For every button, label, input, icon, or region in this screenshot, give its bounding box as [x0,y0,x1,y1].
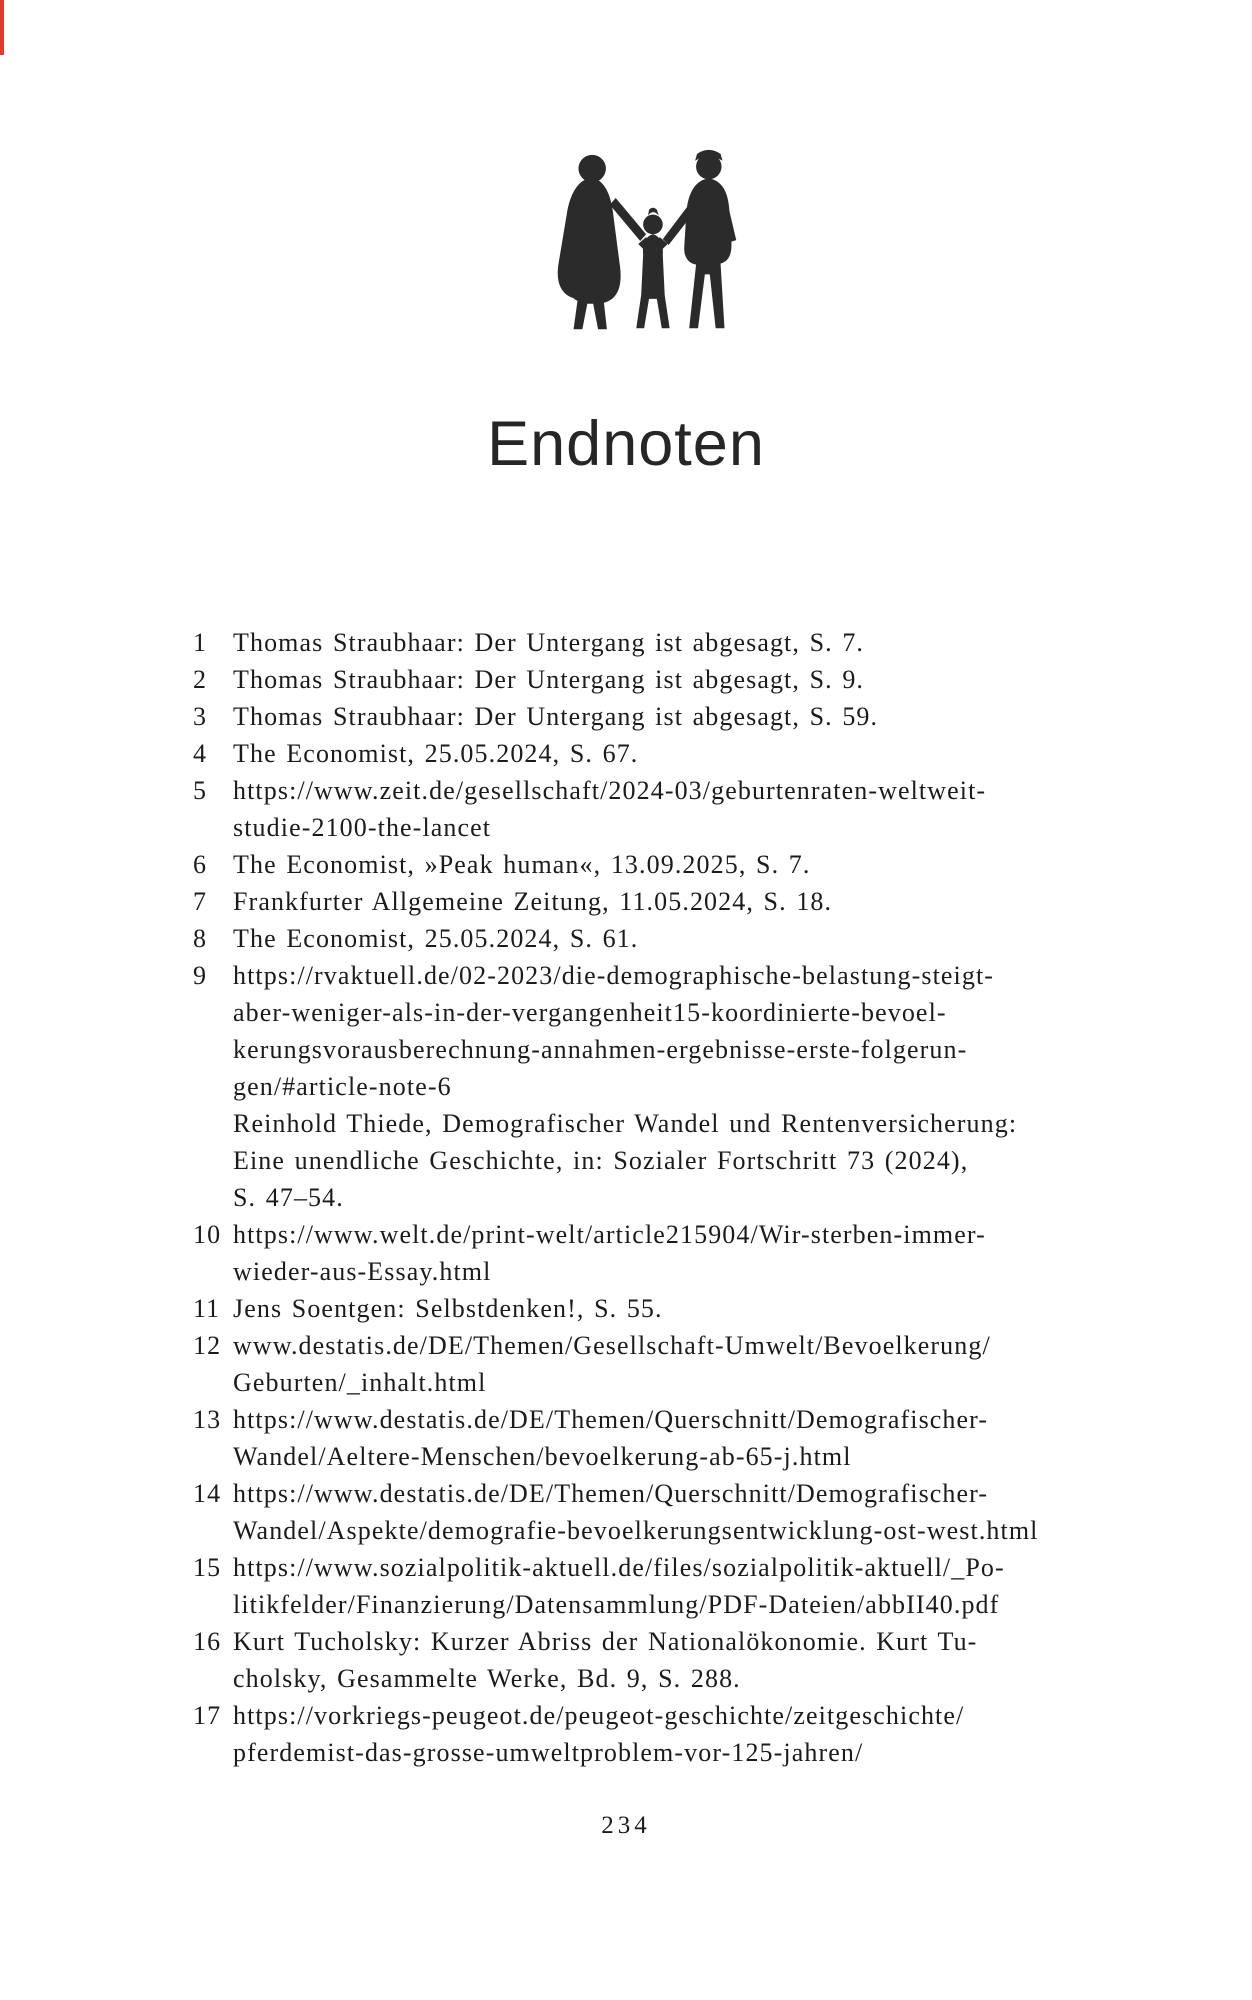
endnote-number: 3 [193,702,208,731]
endnote-item [193,1623,1098,1697]
endnote-number: 4 [193,739,208,768]
endnote-line: The Economist, 25.05.2024, S. 61. [233,924,639,953]
endnote-text [233,698,1098,735]
endnote-item [193,1697,1098,1771]
endnote-text [233,1401,1098,1475]
endnote-item [193,957,1098,1216]
endnote-line: The Economist, »Peak human«, 13.09.2025, S. 7. [233,850,811,879]
endnote-number: 12 [193,1331,222,1360]
endnote-number: 5 [193,776,208,805]
endnote-text [233,1290,1098,1327]
endnote-number: 13 [193,1405,222,1434]
endnote-text [233,735,1098,772]
endnote-number: 10 [193,1220,222,1249]
endnote-line: Reinhold Thiede, Demografischer Wandel und Rentenversicherung: [233,1109,1018,1138]
endnote-line: https://www.zeit.de/gesellschaft/2024-03/geburtenraten-weltweit- [233,776,987,805]
endnote-number: 16 [193,1627,222,1656]
endnote-item [193,1401,1098,1475]
endnote-text [233,883,1098,920]
page-title: Endnoten [487,409,765,479]
endnote-line: https://www.sozialpolitik-aktuell.de/files/sozialpolitik-aktuell/_Po- [233,1553,1005,1582]
endnote-number: 15 [193,1553,222,1582]
endnote-text [233,772,1098,846]
endnote-line: litikfelder/Finanzierung/Datensammlung/PDF-Dateien/abbII40.pdf [233,1590,1000,1619]
endnotes-list [193,624,1098,1771]
endnote-line: cholsky, Gesammelte Werke, Bd. 9, S. 288. [233,1664,741,1693]
endnote-line: studie-2100-the-lancet [233,813,492,842]
endnote-text [233,1327,1098,1401]
endnote-number: 11 [193,1294,221,1323]
endnote-item [193,1216,1098,1290]
endnote-text [233,661,1098,698]
endnote-line: Jens Soentgen: Selbstdenken!, S. 55. [233,1294,663,1323]
endnote-text [233,1623,1098,1697]
endnote-item [193,1327,1098,1401]
endnote-item [193,1290,1098,1327]
endnote-number: 2 [193,665,208,694]
endnote-number: 1 [193,628,208,657]
endnote-item [193,735,1098,772]
endnote-line: The Economist, 25.05.2024, S. 67. [233,739,639,768]
endnote-text [233,1697,1098,1771]
endnote-line: https://rvaktuell.de/02-2023/die-demographische-belastung-steigt- [233,961,995,990]
endnote-line: Thomas Straubhaar: Der Untergang ist abgesagt, S. 7. [233,628,865,657]
endnote-line: kerungsvorausberechnung-annahmen-ergebnisse-erste-folgerun- [233,1035,968,1064]
endnote-line: aber-weniger-als-in-der-vergangenheit15-koordinierte-bevoel- [233,998,947,1027]
endnote-line: https://www.destatis.de/DE/Themen/Querschnitt/Demografischer- [233,1405,989,1434]
endnote-number: 7 [193,887,208,916]
endnote-item [193,920,1098,957]
endnote-text [233,1216,1098,1290]
endnote-item [193,698,1098,735]
endnote-text [233,1549,1098,1623]
endnote-item [193,1475,1098,1549]
endnote-line: Thomas Straubhaar: Der Untergang ist abgesagt, S. 59. [233,702,879,731]
endnote-line: Eine unendliche Geschichte, in: Sozialer Fortschritt 73 (2024), [233,1146,969,1175]
endnote-line: www.destatis.de/DE/Themen/Gesellschaft-Umwelt/Bevoelkerung/ [233,1331,991,1360]
endnote-number: 17 [193,1701,222,1730]
endnote-text [233,920,1098,957]
endnote-item [193,772,1098,846]
endnote-line: https://www.destatis.de/DE/Themen/Querschnitt/Demografischer- [233,1479,989,1508]
endnote-number: 14 [193,1479,222,1508]
endnote-line: https://vorkriegs-peugeot.de/peugeot-geschichte/zeitgeschichte/ [233,1701,965,1730]
endnote-text [233,957,1098,1216]
endnote-line: Geburten/_inhalt.html [233,1368,487,1397]
endnote-number: 9 [193,961,208,990]
endnote-line: Wandel/Aeltere-Menschen/bevoelkerung-ab-65-j.html [233,1442,852,1471]
endnote-line: wieder-aus-Essay.html [233,1257,492,1286]
endnote-line: Frankfurter Allgemeine Zeitung, 11.05.2024, S. 18. [233,887,833,916]
endnote-item [193,883,1098,920]
page-number: 234 [601,1812,651,1839]
endnote-item [193,624,1098,661]
endnote-number: 6 [193,850,208,879]
endnote-text [233,846,1098,883]
endnote-line: pferdemist-das-grosse-umweltproblem-vor-125-jahren/ [233,1738,864,1767]
endnote-line: https://www.welt.de/print-welt/article215904/Wir-sterben-immer- [233,1220,986,1249]
endnote-item [193,846,1098,883]
endnote-line: Thomas Straubhaar: Der Untergang ist abgesagt, S. 9. [233,665,865,694]
endnote-text [233,624,1098,661]
endnote-text [233,1475,1098,1549]
family-silhouette-icon [552,146,748,342]
endnote-line: Kurt Tucholsky: Kurzer Abriss der Nationalökonomie. Kurt Tu- [233,1627,978,1656]
endnote-line: S. 47–54. [233,1183,344,1212]
endnote-item [193,1549,1098,1623]
endnote-line: Wandel/Aspekte/demografie-bevoelkerungsentwicklung-ost-west.html [233,1516,1039,1545]
endnote-item [193,661,1098,698]
endnote-line: gen/#article-note-6 [233,1072,452,1101]
endnote-number: 8 [193,924,208,953]
scan-artifact-red-line [0,0,4,55]
